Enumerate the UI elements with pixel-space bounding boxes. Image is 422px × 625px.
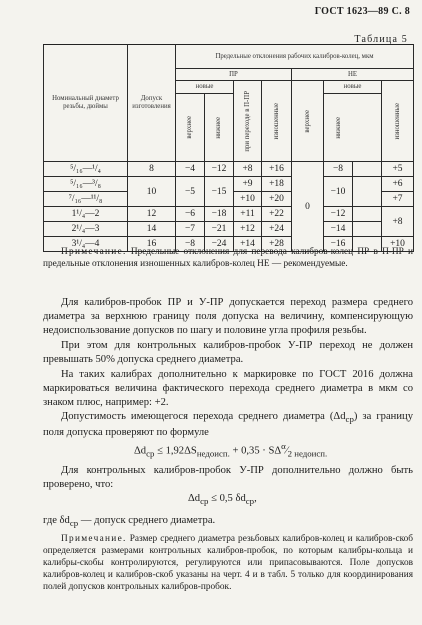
table-cell: +8 [234, 162, 262, 177]
table-cell: ⁵/₁₆—³/₈ [44, 177, 128, 192]
table-cell [353, 177, 382, 207]
table-cell: −7 [176, 222, 205, 237]
table-cell [176, 94, 205, 162]
table-cell: +5 [382, 162, 414, 177]
table-cell: −18 [205, 207, 234, 222]
paragraph-4: Допустимость имеющегося перехода среднего диаметра $(\Delta d_{ср})$ за границу поля допуска проверяют по формуле [43, 411, 413, 439]
table-cell: +24 [262, 222, 292, 237]
table-cell: +14 [234, 237, 262, 252]
table-cell: +10 [382, 237, 414, 252]
header-ne-worn: изношенные [393, 102, 401, 140]
table-cell: −10 [324, 177, 353, 207]
formula-2: $\Delta d_{ср} \le 0,5$ $\delta d_{ср}$, [188, 493, 257, 507]
table-cell: +22 [262, 207, 292, 222]
header-pr: ПР [176, 69, 292, 81]
table-cell: +11 [234, 207, 262, 222]
paragraph-2: При этом для контрольных калибров-пробок У-ПР переход не должен превышать 50% допуска среднего диаметра. [43, 340, 413, 366]
table-cell [262, 81, 292, 162]
table-cell: +18 [262, 177, 292, 192]
table-cell: +20 [262, 192, 292, 207]
table-cell: +8 [382, 207, 414, 237]
header-nominal-diameter: Номинальный диаметр резьбы, дюймы [44, 45, 128, 162]
table-cell [205, 94, 234, 162]
table-cell: −14 [324, 222, 353, 237]
header-deviations: Предельные отклонения рабочих калибров-колец, мкм [176, 45, 414, 69]
page-header: ГОСТ 1623—89 С. 8 [314, 6, 410, 17]
table-cell [234, 81, 262, 162]
table-cell [353, 162, 382, 177]
table-cell: ⁷/₁₆—¹¹/₈ [44, 192, 128, 207]
table-cell: 2¹/₄—3 [44, 222, 128, 237]
table-cell: −16 [324, 237, 353, 252]
table-cell: −21 [205, 222, 234, 237]
table-5 [43, 44, 414, 252]
header-pr-worn: изношенные [272, 102, 280, 140]
header-ne-upper: верхнее [303, 109, 311, 133]
ne-upper-all: 0 [292, 162, 324, 252]
table-cell: −4 [176, 162, 205, 177]
table-cell: −8 [176, 237, 205, 252]
paragraph-5: Для контрольных калибров-пробок У-ПР дополнительно должно быть проверено, что: [43, 465, 413, 491]
header-pr-lower: нижнее [215, 116, 223, 139]
table-cell: 14 [128, 222, 176, 237]
table-cell: +28 [262, 237, 292, 252]
header-tolerance: Допуск изготовления [128, 45, 176, 162]
bottom-note-label: Примечание. [61, 534, 127, 544]
table-cell: +7 [382, 192, 414, 207]
paragraph-1: Для калибров-пробок ПР и У-ПР допускается переход размера среднего диаметра за верхнюю границу поля допуска на величину, компенсирующую недоиспользование допусков по шагу и половине угла профиля резьбы. [43, 297, 413, 337]
table-cell: −12 [324, 207, 353, 222]
table-cell: +16 [262, 162, 292, 177]
table-cell: −12 [205, 162, 234, 177]
header-pr-new: новые [176, 81, 234, 94]
table-note [43, 246, 413, 270]
table-cell: 8 [128, 162, 176, 177]
table-label: Таблица 5 [354, 34, 408, 45]
table-cell [324, 94, 353, 162]
table-cell: 1¹/₄—2 [44, 207, 128, 222]
bottom-note [43, 533, 413, 593]
paragraph-6: где $\delta d_{ср}$ — допуск среднего диаметра. [43, 515, 216, 529]
table-row [44, 162, 414, 177]
table-cell: −15 [205, 177, 234, 207]
note-text: Предельные отклонения для перевода калибров-колец ПР в П-ПР и предельные отклонения изношенных калибров-колец НЕ — рекомендуемые. [43, 247, 413, 269]
table-cell: −8 [324, 162, 353, 177]
table-cell: −6 [176, 207, 205, 222]
table-cell: ⁵/₁₆—¹/₄ [44, 162, 128, 177]
table-cell: 3¹/₄—4 [44, 237, 128, 252]
table-cell: 10 [128, 177, 176, 207]
table-cell: 12 [128, 207, 176, 222]
bottom-note-text: Размер среднего диаметра резьбовых калибров-колец и калибров-скоб определяется размерами контрольных калибров-пробок, по которым калибры-кольца и калибры-скобы контролируются, регулируются или припасовываются. Поле допусков калибров-колец и калибров-скоб указаны на черт. 4 и в табл. 5 только для координирования полей допусков контрольных калибров-пробок. [43, 534, 413, 593]
table-cell [382, 81, 414, 162]
table-cell: +6 [382, 177, 414, 192]
table-cell [353, 207, 382, 222]
table-cell [292, 81, 324, 162]
table-row [44, 207, 414, 222]
header-ne: НЕ [292, 69, 414, 81]
formula-1: $\Delta d_{ср} \le 1,92\Delta S_{недоисп.} + 0,35$ · $S\Delta^\alpha⁄_{2 недоисп.}$ [134, 441, 328, 459]
table-cell: −5 [176, 177, 205, 207]
table-cell: +12 [234, 222, 262, 237]
header-ne-new: новые [324, 81, 382, 94]
table-cell: −24 [205, 237, 234, 252]
table-cell: +9 [234, 177, 262, 192]
header-pr-upper: верхнее [186, 116, 194, 139]
table-row [44, 222, 414, 237]
table-cell: 16 [128, 237, 176, 252]
header-transfer: при переходе в П-ПР [243, 90, 251, 152]
table-cell [353, 222, 382, 237]
header-ne-lower: нижнее [334, 116, 342, 139]
table-cell: +10 [234, 192, 262, 207]
table-row [44, 177, 414, 192]
note-label: Примечание. [61, 247, 127, 257]
paragraph-3: На таких калибрах дополнительно к маркировке по ГОСТ 2016 должна маркироваться величина фактического перехода среднего диаметра в мкм со знаком плюс, например: +2. [43, 369, 413, 409]
